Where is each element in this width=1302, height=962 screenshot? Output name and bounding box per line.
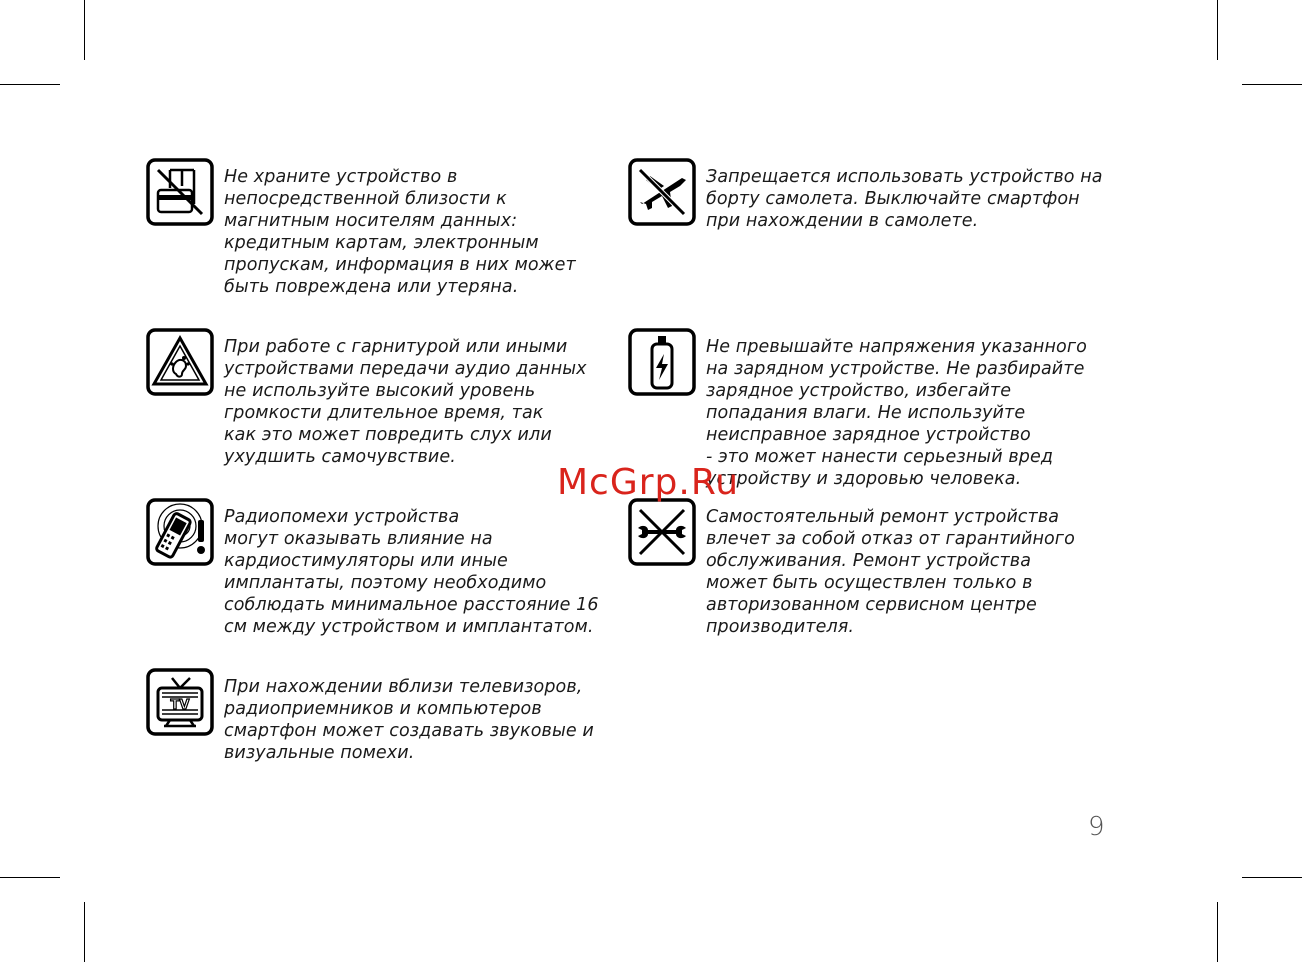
safety-text: Не храните устройство в непосредственной близости к магнитным носителям данных: кредитным картам, электронным пропускам, информация в них может быть повреждена или утеряна. — [224, 167, 576, 297]
hearing-warning-icon — [146, 328, 214, 396]
safety-text: Самостоятельный ремонт устройства влечет за собой отказ от гарантийного обслуживания. Ремонт устройства может быть осуществлен только в авторизованном сервисном центре производителя. — [706, 507, 1075, 637]
crop-mark — [84, 902, 85, 962]
safety-text: При работе с гарнитурой или иными устройствами передачи аудио данных не используйте высокий уровень громкости длительное время, так как это может повредить слух или ухудшить самочувствие. — [224, 337, 587, 467]
safety-text: Радиопомехи устройства могут оказывать влияние на кардиостимуляторы или иные имплантаты, поэтому необходимо соблюдать минимальное расстояние 16 см между устройством и имплантатом. — [224, 507, 599, 637]
radio-interference-icon — [146, 498, 214, 566]
tv-icon-label: TV — [170, 698, 190, 713]
crop-mark — [1217, 902, 1218, 962]
safety-text: Не превышайте напряжения указанного на зарядном устройстве. Не разбирайте зарядное устройство, избегайте попадания влаги. Не используйте неисправное зарядное устройство - это может нанести серьезный вред устройству и здоровью человека. — [706, 337, 1087, 489]
crop-mark — [84, 0, 85, 60]
no-repair-tools-icon — [628, 498, 696, 566]
crop-mark — [1242, 84, 1302, 85]
charger-icon — [628, 328, 696, 396]
safety-item-radio — [146, 506, 599, 638]
safety-text: При нахождении вблизи телевизоров, радиоприемников и компьютеров смартфон может создавать звуковые и визуальные помехи. — [224, 677, 594, 763]
safety-item-magnetic — [146, 166, 576, 298]
no-magnet-card-icon — [146, 158, 214, 226]
page-number: 9 — [1088, 812, 1105, 842]
crop-mark — [0, 84, 60, 85]
safety-item-hearing — [146, 336, 587, 468]
safety-item-tv — [146, 676, 594, 764]
no-airplane-icon — [628, 158, 696, 226]
crop-mark — [1242, 877, 1302, 878]
safety-text: Запрещается использовать устройство на борту самолета. Выключайте смартфон при нахождении в самолете. — [706, 167, 1103, 231]
crop-mark — [0, 877, 60, 878]
crop-mark — [1217, 0, 1218, 60]
safety-item-airplane — [628, 166, 1103, 232]
tv-interference-icon — [146, 668, 214, 736]
safety-item-repair — [628, 506, 1075, 638]
watermark: McGrp.Ru — [557, 462, 740, 503]
